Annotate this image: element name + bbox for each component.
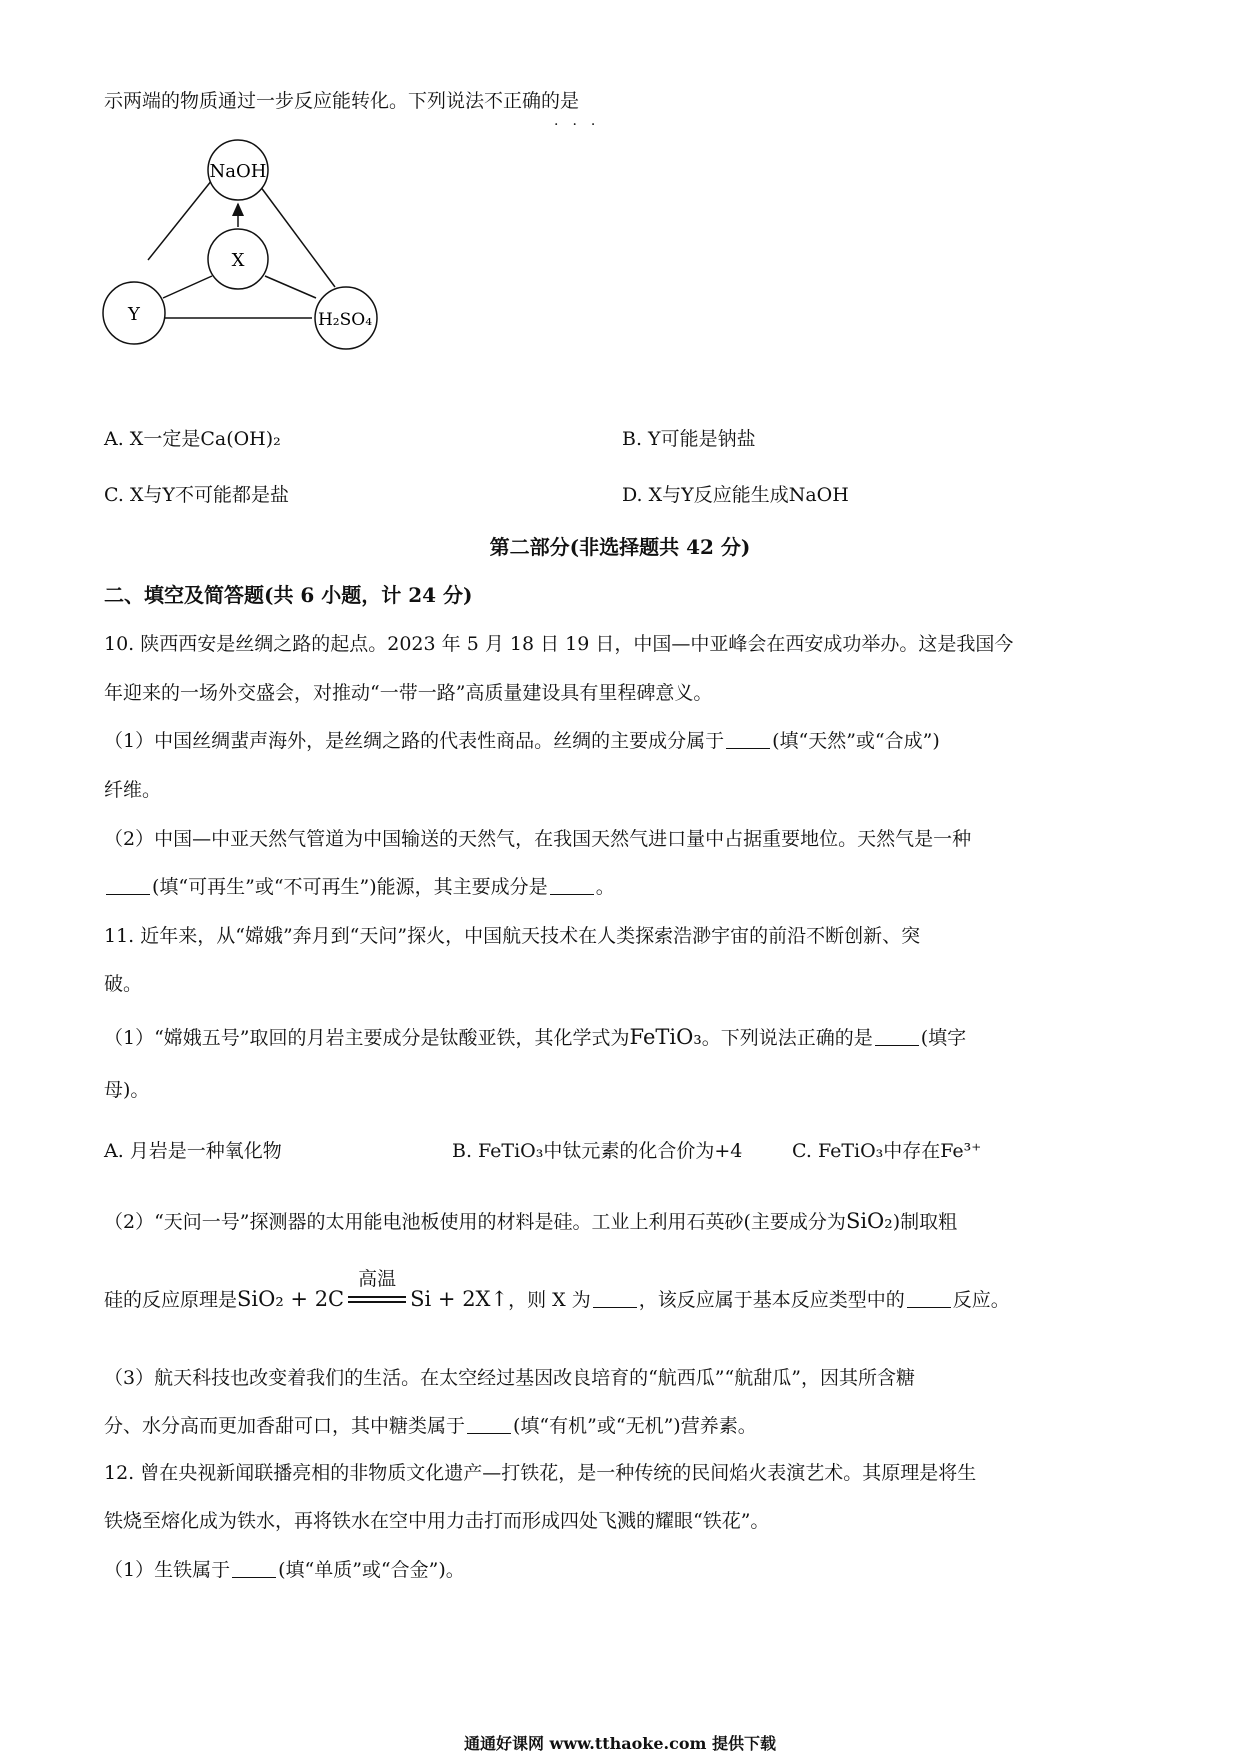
q10-part2-line2 xyxy=(104,874,615,900)
emphasis-dots: ··· xyxy=(554,117,610,133)
q11-part2-text-d: ，则 X 为 xyxy=(508,1289,591,1311)
answer-blank[interactable] xyxy=(907,1289,951,1308)
formula-sio2: SiO₂ xyxy=(845,1209,893,1233)
question-intro-line: 示两端的物质通过一步反应能转化。下列说法不正确的是 xyxy=(104,90,580,112)
q11-stem-line2: 破。 xyxy=(104,973,143,995)
q10-part2-line1: （2）中国—中亚天然气管道为中国输送的天然气，在我国天然气进口量中占据重要地位。天然气是一种 xyxy=(104,828,972,850)
conversion-diagram xyxy=(90,132,390,362)
q11-part3-text-b: 分、水分高而更加香甜可口，其中糖类属于 xyxy=(104,1415,466,1437)
q12-stem-line1: 12. 曾在央视新闻联播亮相的非物质文化遗产—打铁花，是一种传统的民间焰火表演艺术。其原理是将生 xyxy=(104,1462,977,1484)
q10-part2-text-c: 。 xyxy=(595,876,615,898)
q11-option-a: A. 月岩是一种氧化物 xyxy=(104,1140,282,1162)
q11-part2-line2 xyxy=(104,1268,1010,1314)
q11-part2-line1 xyxy=(104,1208,957,1235)
answer-blank[interactable] xyxy=(106,876,150,895)
equation-right: Si + 2X↑ xyxy=(410,1287,509,1311)
q12-part1-text-b: (填“单质”或“合金”)。 xyxy=(278,1559,465,1581)
q11-part1-text-b: 。下列说法正确的是 xyxy=(701,1027,873,1049)
q10-stem-line2: 年迎来的一场外交盛会，对推动“一带一路”高质量建设具有里程碑意义。 xyxy=(104,682,713,704)
reaction-condition-sign xyxy=(348,1268,406,1314)
q11-option-b: B. FeTiO₃中钛元素的化合价为+4 xyxy=(452,1140,743,1162)
q10-part1-line1 xyxy=(104,728,940,754)
edge-naoh-h2so4 xyxy=(260,186,335,287)
equation-left: SiO₂ + 2C xyxy=(237,1287,345,1311)
q11-part2-text-b: )制取粗 xyxy=(892,1211,958,1233)
node-naoh-label: NaOH xyxy=(209,161,267,182)
edge-x-h2so4 xyxy=(265,276,316,298)
section2-title: 二、填空及简答题(共 6 小题，计 24 分) xyxy=(104,583,473,607)
q10-part1-text-b: (填“天然”或“合成”) xyxy=(772,730,940,752)
node-h2so4-label: H₂SO₄ xyxy=(317,310,373,330)
edge-y-to-naoh xyxy=(148,170,220,260)
q11-option-c: C. FeTiO₃中存在Fe³⁺ xyxy=(792,1140,982,1162)
option-d: D. X与Y反应能生成NaOH xyxy=(622,484,849,506)
q12-part1-line1 xyxy=(104,1557,465,1583)
q11-part2-text-a: （2）“天问一号”探测器的太用能电池板使用的材料是硅。工业上利用石英砂(主要成分为 xyxy=(104,1211,846,1233)
node-x-label: X xyxy=(231,250,245,271)
q10-stem-line1: 10. 陕西西安是丝绸之路的起点。2023 年 5 月 18 日 19 日，中国—中亚峰会在西安成功举办。这是我国今 xyxy=(104,633,1014,655)
formula-fetio3: FeTiO₃ xyxy=(629,1025,702,1049)
q11-part2-text-f: 反应。 xyxy=(952,1289,1010,1311)
answer-blank[interactable] xyxy=(726,730,770,749)
option-b: B. Y可能是钠盐 xyxy=(622,428,756,450)
answer-blank[interactable] xyxy=(875,1027,919,1046)
q11-part1-line1 xyxy=(104,1024,966,1051)
answer-blank[interactable] xyxy=(550,876,594,895)
option-c: C. X与Y不可能都是盐 xyxy=(104,484,290,506)
node-y-label: Y xyxy=(128,304,140,325)
answer-blank[interactable] xyxy=(467,1415,511,1434)
answer-blank[interactable] xyxy=(232,1559,276,1578)
q10-part2-text-b: (填“可再生”或“不可再生”)能源，其主要成分是 xyxy=(152,876,548,898)
q11-part2-text-e: ，该反应属于基本反应类型中的 xyxy=(638,1289,905,1311)
q11-part3-line2 xyxy=(104,1413,757,1439)
page-footer: 通通好课网 www.tthaoke.com 提供下载 xyxy=(463,1734,777,1753)
q10-part1-line2: 纤维。 xyxy=(104,779,162,801)
q12-stem-line2: 铁烧至熔化成为铁水，再将铁水在空中用力击打而形成四处飞溅的耀眼“铁花”。 xyxy=(104,1510,770,1532)
q10-part1-text-a: （1）中国丝绸蜚声海外，是丝绸之路的代表性商品。丝绸的主要成分属于 xyxy=(104,730,725,752)
q11-part1-text-a: （1）“嫦娥五号”取回的月岩主要成分是钛酸亚铁，其化学式为 xyxy=(104,1027,630,1049)
q11-part3-line1: （3）航天科技也改变着我们的生活。在太空经过基因改良培育的“航西瓜”“航甜瓜”，因其所含糖 xyxy=(104,1367,915,1389)
q11-stem-line1: 11. 近年来，从“嫦娥”奔月到“天问”探火，中国航天技术在人类探索浩渺宇宙的前沿不断创新、突 xyxy=(104,925,921,947)
edge-y-x xyxy=(163,276,212,298)
part2-title: 第二部分(非选择题共 42 分) xyxy=(489,535,751,559)
q12-part1-text-a: （1）生铁属于 xyxy=(104,1559,231,1581)
q11-part1-text-c: (填字 xyxy=(920,1027,967,1049)
reaction-condition: 高温 xyxy=(358,1268,397,1290)
q11-part1-line2: 母)。 xyxy=(104,1079,150,1101)
option-a: A. X一定是Ca(OH)₂ xyxy=(104,428,281,450)
answer-blank[interactable] xyxy=(593,1289,637,1308)
q11-part3-text-c: (填“有机”或“无机”)营养素。 xyxy=(513,1415,757,1437)
q11-part2-text-c: 硅的反应原理是 xyxy=(104,1289,238,1311)
